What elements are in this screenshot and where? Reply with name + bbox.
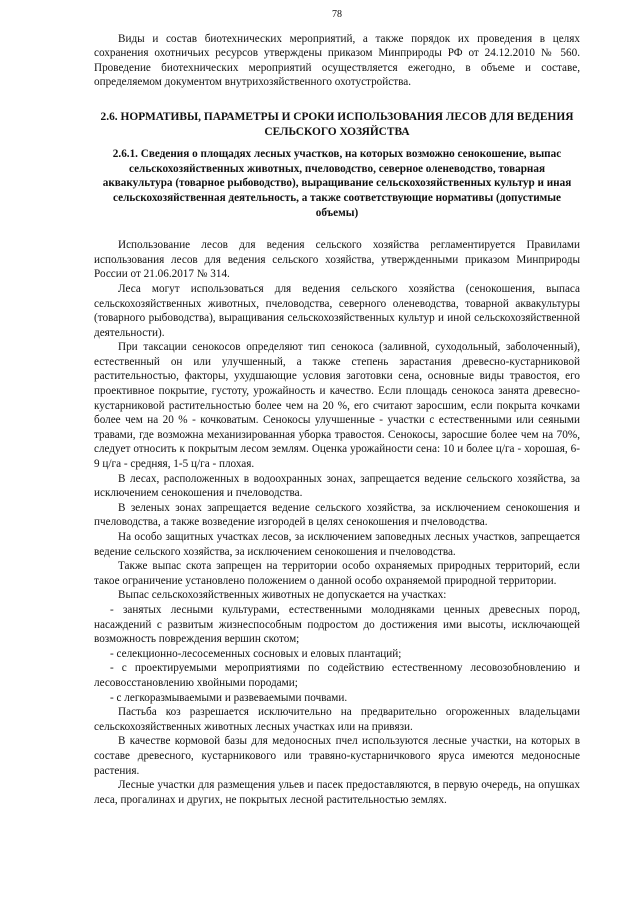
- paragraph-protected-plots: На особо защитных участках лесов, за исключением заповедных лесных участков, запрещается ведение сельского хозяйства, за исключением сенокошения и пчеловодства.: [94, 531, 580, 558]
- paragraph-protected-territories: Также выпас скота запрещен на территории особо охраняемых природных территорий, если такое ограничение установлено положением о данной особо охраняемой природной территории.: [94, 560, 580, 587]
- list-item: - селекционно-лесосеменных сосновых и еловых плантаций;: [110, 647, 402, 660]
- paragraph-apiary-placement: Лесные участки для размещения ульев и пасек предоставляются, в первую очередь, на опушках леса, прогалинах и других, не покрытых лесной растительностью землях.: [94, 779, 580, 806]
- list-item: - занятых лесными культурами, естественными молодняками ценных древесных пород, насаждений с развитым жизнеспособным подростом до достижения ими высоты, исключающей возможность повреждения вершин скотом;: [94, 603, 580, 646]
- subsection-heading: 2.6.1. Сведения о площадях лесных участков, на которых возможно сенокошение, выпас сельскохозяйственных животных, пчеловодство, северное оленеводство, товарная аквакультура (товарное рыбоводство), выращивание сельскохозяйственных культур и иная сельскохозяйственная деятельность, а также соответствующие нормативы (допустимые объемы): [102, 148, 572, 219]
- paragraph-forest-use: Леса могут использоваться для ведения сельского хозяйства (сенокошения, выпаса сельскохозяйственных животных, пчеловодства, северного оленеводства, товарной аквакультуры (товарного рыбоводства), выращивания сельскохозяйственных культур и иной сельскохозяйственной деятельности).: [94, 282, 580, 339]
- paragraph-green-zones: В зеленых зонах запрещается ведение сельского хозяйства, за исключением сенокошения и пчеловодства, а также возведение изгородей в целях сенокошения и пчеловодства.: [94, 501, 580, 529]
- paragraph-goat-grazing: Пастьба коз разрешается исключительно на предварительно огороженных владельцами сельскохозяйственных животных лесных участках или на привязи.: [94, 706, 580, 733]
- list-item: - с проектируемыми мероприятиями по содействию естественному лесовозобновлению и лесовосстановлению хвойными породами;: [94, 662, 580, 689]
- paragraph-regulation: Использование лесов для ведения сельского хозяйства регламентируется Правилами использования лесов для ведения сельского хозяйства, утвержденными приказом Минприроды России от 21.06.2017 № 314.: [94, 239, 580, 281]
- paragraph-grazing-restrictions: Выпас сельскохозяйственных животных не допускается на участках:: [118, 589, 447, 602]
- list-item: - с легкоразмываемыми и развеваемыми почвами.: [110, 691, 348, 704]
- paragraph-bee-forage: В качестве кормовой базы для медоносных пчел используются лесные участки, на которых в составе древесного, кустарникового или травяно-кустарничкового яруса имеются медоносные растения.: [94, 735, 580, 777]
- paragraph-hayfield-taxation: При таксации сенокосов определяют тип сенокоса (заливной, суходольный, заболоченный), естественный он или улучшенный, а также степень зарастания древесно-кустарниковой растительностью, факторы, ухудшающие условия заготовки сена, основные виды травостоя, его проективное покрытие, густоту, урожайность и качество. Если площадь сенокоса занята древесно-кустарниковой растительностью более чем на 20 %, его считают заросшим, если покрыта кочками более чем на 20 % - кочковатым. Сенокосы улучшенные - участки с естественными или сеяными травами, где возможна механизированная уборка травостоя. Сенокосы, заросшие более чем на 70%, следует относить к покрытым лесом землям. Оценка урожайности сена: 10 и более ц/га - хорошая, 6-9 ц/га - средняя, 1-5 ц/га - плохая.: [94, 341, 580, 471]
- intro-paragraph: Виды и состав биотехнических мероприятий, а также порядок их проведения в целях сохранения охотничьих ресурсов утверждены приказом Минприроды РФ от 24.12.2010 № 560. Проведение биотехнических мероприятий осуществляется ежегодно, в объеме и составе, определяемом документом внутрихозяйственного охотустройства.: [94, 32, 580, 89]
- page-number: 78: [332, 9, 342, 20]
- section-heading: 2.6. НОРМАТИВЫ, ПАРАМЕТРЫ И СРОКИ ИСПОЛЬЗОВАНИЯ ЛЕСОВ ДЛЯ ВЕДЕНИЯ СЕЛЬСКОГО ХОЗЯЙСТВА: [100, 110, 574, 138]
- paragraph-water-protection-zones: В лесах, расположенных в водоохранных зонах, запрещается ведение сельского хозяйства, за исключением сенокошения и пчеловодства.: [94, 472, 580, 500]
